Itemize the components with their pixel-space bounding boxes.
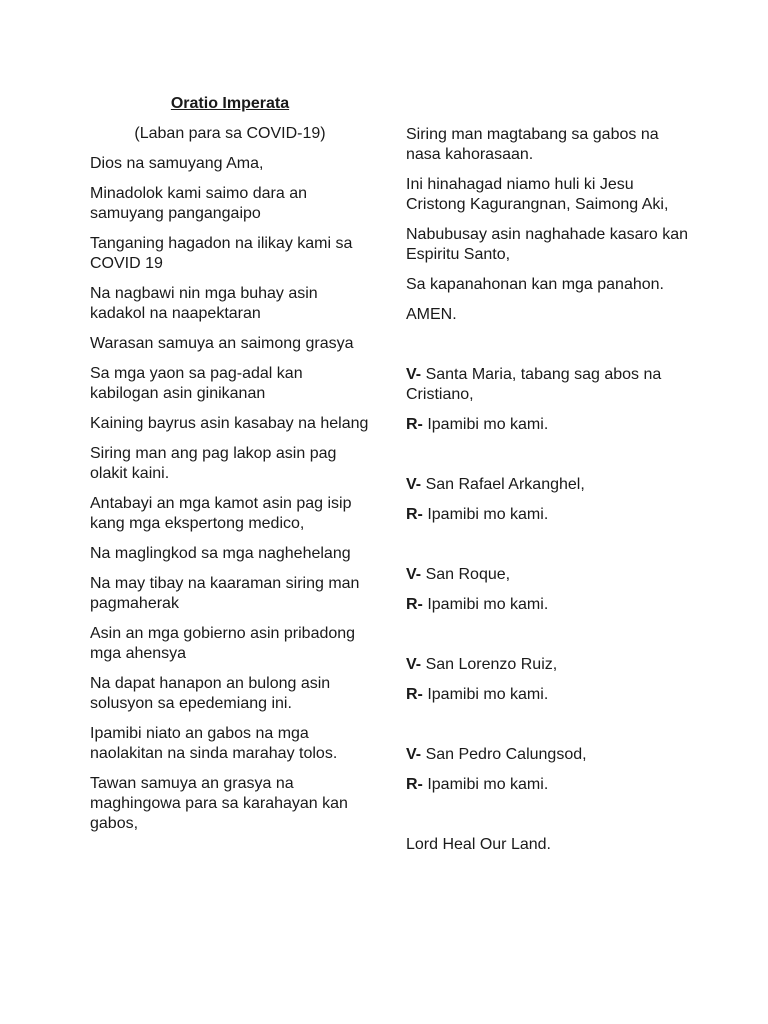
versicle-text: San Lorenzo Ruiz,	[421, 656, 558, 673]
litany-versicle	[406, 565, 696, 585]
litany-versicle	[406, 655, 696, 675]
litany-response	[406, 505, 696, 525]
prayer-paragraph: Tanganing hagadon na ilikay kami sa COVID 19	[90, 235, 353, 272]
prayer-paragraph: Ini hinahagad niamo huli ki Jesu Cristong Kagurangnan, Saimong Aki,	[406, 176, 669, 213]
prayer-paragraph: Dios na samuyang Ama,	[90, 155, 264, 172]
prayer-paragraph: Antabayi an mga kamot asin pag isip kang mga ekspertong medico,	[90, 495, 352, 532]
prayer-paragraph: Nabubusay asin naghahade kasaro kan Espiritu Santo,	[406, 226, 688, 263]
versicle-text: Santa Maria, tabang sag abos na Cristiano,	[406, 366, 662, 403]
prayer-paragraph: Asin an mga gobierno asin pribadong mga ahensya	[90, 625, 356, 662]
litany-response	[406, 685, 696, 705]
response-label: R-	[406, 596, 423, 613]
versicle-label: V-	[406, 566, 422, 583]
document-subtitle: (Laban para sa COVID-19)	[134, 125, 326, 142]
versicle-label: V-	[406, 476, 422, 493]
prayer-paragraph: Minadolok kami saimo dara an samuyang pangangaipo	[90, 185, 307, 222]
litany-response	[406, 775, 696, 795]
versicle-text: San Rafael Arkanghel,	[421, 476, 585, 493]
prayer-paragraph: Na maglingkod sa mga naghehelang	[90, 545, 351, 562]
prayer-paragraph: Warasan samuya an saimong grasya	[90, 335, 354, 352]
left-column	[90, 94, 370, 844]
versicle-label: V-	[406, 656, 422, 673]
prayer-paragraph: Kaining bayrus asin kasabay na helang	[90, 415, 369, 432]
versicle-text: San Pedro Calungsod,	[421, 746, 587, 763]
response-label: R-	[406, 416, 423, 433]
response-text: Ipamibi mo kami.	[422, 596, 549, 613]
response-text: Ipamibi mo kami.	[422, 686, 549, 703]
versicle-label: V-	[406, 746, 422, 763]
prayer-paragraph: Tawan samuya an grasya na maghingowa para sa karahayan kan gabos,	[90, 775, 348, 832]
prayer-paragraph: Na nagbawi nin mga buhay asin kadakol na naapektaran	[90, 285, 318, 322]
response-label: R-	[406, 686, 423, 703]
response-text: Ipamibi mo kami.	[422, 416, 549, 433]
response-label: R-	[406, 506, 423, 523]
versicle-text: San Roque,	[421, 566, 511, 583]
prayer-paragraph: Na may tibay na kaaraman siring man pagmaherak	[90, 575, 360, 612]
response-text: Ipamibi mo kami.	[422, 776, 549, 793]
litany-versicle	[406, 745, 696, 765]
closing-line: Lord Heal Our Land.	[406, 836, 551, 853]
document-title: Oratio Imperata	[170, 95, 290, 112]
right-column	[406, 125, 696, 865]
prayer-paragraph: Sa mga yaon sa pag-adal kan kabilogan asin ginikanan	[90, 365, 303, 402]
litany-versicle	[406, 475, 696, 495]
prayer-paragraph: Siring man magtabang sa gabos na nasa kahorasaan.	[406, 126, 659, 163]
prayer-paragraph: Ipamibi niato an gabos na mga naolakitan na sinda marahay tolos.	[90, 725, 338, 762]
response-text: Ipamibi mo kami.	[422, 506, 549, 523]
amen-line: AMEN.	[406, 306, 457, 323]
litany-response	[406, 415, 696, 435]
litany-response	[406, 595, 696, 615]
prayer-paragraph: Sa kapanahonan kan mga panahon.	[406, 276, 664, 293]
litany-versicle	[406, 365, 696, 405]
prayer-paragraph: Na dapat hanapon an bulong asin solusyon sa epedemiang ini.	[90, 675, 331, 712]
response-label: R-	[406, 776, 423, 793]
prayer-paragraph: Siring man ang pag lakop asin pag olakit kaini.	[90, 445, 337, 482]
versicle-label: V-	[406, 366, 422, 383]
